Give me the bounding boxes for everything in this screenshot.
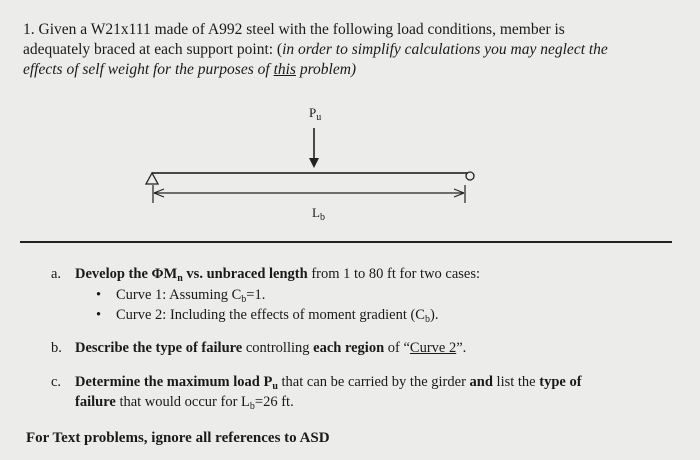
question-a-bullet-2: • Curve 2: Including the effects of moment gradient $(C_b)$. <box>96 307 439 325</box>
question-a-bullet-1: • Curve 1: Assuming $C_b=1$. <box>96 287 266 305</box>
load-label-sub: u <box>316 112 322 123</box>
intro-text-3-underlined: this <box>273 61 296 78</box>
load-label-main: P <box>309 105 317 120</box>
question-c-line-1: c. Determine the maximum load $P_u$ that can be carried by the girder and list the type of <box>51 374 582 392</box>
question-b-marker: b. <box>51 340 62 356</box>
section-divider <box>20 241 672 243</box>
question-a-marker: a. <box>51 266 62 282</box>
roller-support <box>466 172 474 180</box>
question-c-marker: c. <box>51 374 62 390</box>
bullet-dot: • <box>96 307 102 323</box>
problem-number: 1. <box>23 21 35 38</box>
question-a <box>51 266 480 284</box>
bullet-dot: • <box>96 287 102 303</box>
span-label <box>312 205 325 223</box>
bullet-2-text: Curve 2: Including the effects of moment gradient (C <box>116 307 425 323</box>
span-label-main: L <box>312 205 320 220</box>
load-arrow-head <box>309 158 319 168</box>
intro-text-1: Given a W21x111 made of A992 steel with the following load conditions, member is <box>38 21 565 38</box>
question-a-text-2: from 1 to 80 ft for two cases: <box>307 266 481 282</box>
load-label <box>309 105 321 123</box>
bullet-1-text: Curve 1: Assuming C <box>116 287 242 303</box>
intro-text-2-italic: in order to simplify calculations you may neglect the <box>282 41 608 58</box>
question-a-text-1: Develop the $\Phi M_n$ vs. unbraced length <box>75 266 308 284</box>
span-label-sub: b <box>319 212 325 223</box>
intro-text-3b: problem) <box>295 61 357 78</box>
question-c-line-2: failure that would occur for $L_b=26$ ft. <box>75 394 294 412</box>
intro-text-3a: effects of self weight for the purposes of <box>23 61 274 78</box>
question-b: b. Describe the type of failure controlling each region of “Curve 2”. <box>51 340 467 356</box>
intro-text-2: adequately braced at each support point: ( <box>23 41 283 58</box>
pin-support <box>146 173 158 184</box>
footer-note: For Text problems, ignore all references to ASD <box>26 430 330 446</box>
